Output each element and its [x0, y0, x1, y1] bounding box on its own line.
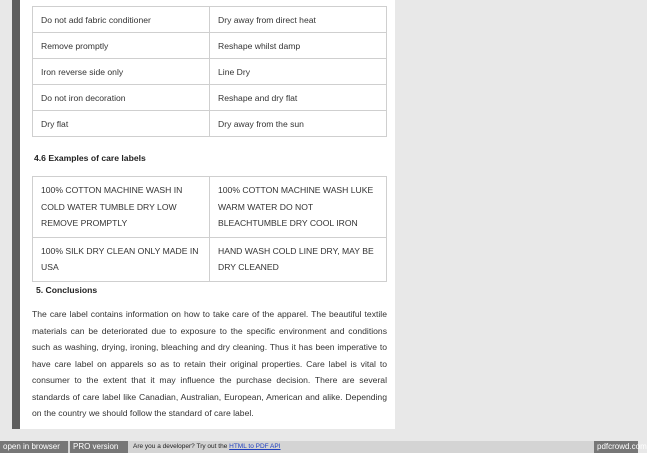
table-cell: Remove promptly: [33, 33, 210, 59]
table-row: [33, 237, 387, 281]
table-cell: Do not add fabric conditioner: [33, 7, 210, 33]
html-to-pdf-api-link[interactable]: HTML to PDF API: [229, 443, 281, 450]
section-heading-conclusions: 5. Conclusions: [36, 285, 98, 295]
table-cell: Reshape and dry flat: [210, 85, 387, 111]
section-heading-care-label-examples: 4.6 Examples of care labels: [34, 153, 146, 163]
table-cell: 100% SILK DRY CLEAN ONLY MADE IN USA: [33, 237, 210, 281]
page-gutter-shadow: [12, 0, 20, 429]
document-page: [20, 0, 395, 429]
care-instructions-table: [32, 6, 387, 137]
table-row: [33, 85, 387, 111]
promo-text: Are you a developer? Try out the: [133, 443, 228, 450]
table-cell: Line Dry: [210, 59, 387, 85]
table-cell: Reshape whilst damp: [210, 33, 387, 59]
developer-promo: [133, 441, 281, 453]
table-cell: Dry away from the sun: [210, 111, 387, 137]
table-row: [33, 59, 387, 85]
table-cell: 100% COTTON MACHINE WASH LUKE WARM WATER DO NOT BLEACHTUMBLE DRY COOL IRON: [210, 177, 387, 238]
table-cell: Do not iron decoration: [33, 85, 210, 111]
pdfcrowd-brand-link[interactable]: pdfcrowd.com: [594, 441, 638, 453]
table-row: [33, 111, 387, 137]
table-row: [33, 7, 387, 33]
conclusions-paragraph: The care label contains information on how to take care of the apparel. The beautiful textile materials can be deteriorated due to exposure to the specific environment and conditions such as washing, drying, ironing, bleaching and dry cleaning. Thus it has been imperative to have care label on apparels so as to retain their original properties. Care label is vital to consumer to the extent that it may influence the purchase decision. There are several standards of care label like Canadian, Australian, European, American and alike. Depending on the country we should follow the standard of care label.: [32, 309, 387, 418]
table-cell: 100% COTTON MACHINE WASH IN COLD WATER TUMBLE DRY LOW REMOVE PROMPTLY: [33, 177, 210, 238]
pro-version-button[interactable]: PRO version: [70, 441, 128, 453]
table-row: [33, 177, 387, 238]
table-cell: Dry away from direct heat: [210, 7, 387, 33]
care-label-examples-table: [32, 176, 387, 282]
pdfcrowd-footer-bar: [0, 441, 647, 453]
table-cell: Dry flat: [33, 111, 210, 137]
table-row: [33, 33, 387, 59]
table-cell: Iron reverse side only: [33, 59, 210, 85]
open-in-browser-button[interactable]: open in browser: [0, 441, 68, 453]
table-cell: HAND WASH COLD LINE DRY, MAY BE DRY CLEANED: [210, 237, 387, 281]
